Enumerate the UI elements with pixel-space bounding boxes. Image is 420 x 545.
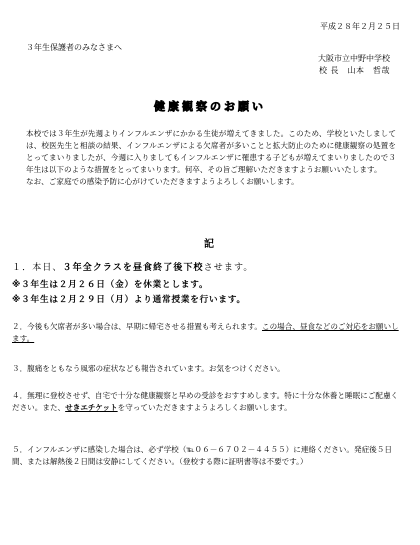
note-closure: ※３年生は２月２６日（金）を休業とします。 [12,280,209,290]
item-1-suffix: させます。 [203,263,254,273]
item-1 [12,264,253,273]
item-4-text-after: を守っていただきますようよろしくお願いします。 [117,403,292,413]
item-1-emphasis: ３年全クラスを昼食終了後下校 [62,263,204,273]
note-resume: ※３年生は２月２９日（月）より通常授業を行います。 [12,295,246,305]
ki-heading: 記 [204,239,216,250]
item-2 [12,321,404,345]
addressee: ３年生保護者のみなさまへ [26,43,122,52]
item-2-text: ２．今後も欠席者が多い場合は、早期に帰宅させる措置も考えられます。 [12,322,262,331]
item-1-prefix: １．本日、 [12,263,63,273]
item-5: ５．インフルエンザに感染した場合は、必ず学校（℡０６－６７０２－４４５５）に連絡ください。発症後５日間、または解熱後２日間は安静にしてください。（登校する際に証明書等は不要です。） [12,445,392,467]
school-name: 大阪市立中野中学校 [318,54,390,63]
item-4-text: ４．無理に登校させず、自宅で十分な健康観察と早めの受診をおすすめします。特に十分な休養と睡眠にご配慮ください。また、 [12,391,399,413]
principal-name: 校 長 山本 哲哉 [318,66,390,75]
intro-paragraph-2: なお、ご家庭での感染予防に心がけていただきますようよろしくお願いします。 [26,177,299,187]
item-2-underlined: この場合、昼食などのご対応をお願いします。 [12,322,399,344]
item-4 [12,390,404,414]
item-4-bold: せきエチケット [65,403,118,413]
item-3: ３．腹痛をともなう風邪の症状なども報告されています。お気をつけください。 [12,364,285,373]
page-title: 健康観察のお願い [154,100,266,113]
intro-paragraph-1: 本校では３年生が先週よりインフルエンザにかかる生徒が増えてきました。このため、学校といたしましては、校医先生と相談の結果、インフルエンザによる欠席者が多いことと拡大防止のために健康観察の処置をとってまいりましたが、今週に入りましてもインフルエンザに罹患する子どもが増えてまいりましたので３年生は以下のような措置をとってまいります。何卒、その旨ご理解いただきますようお願いいたします。 [26,129,396,175]
document-date: 平成２８年２月２５日 [320,22,400,31]
intro-text [12,128,396,188]
